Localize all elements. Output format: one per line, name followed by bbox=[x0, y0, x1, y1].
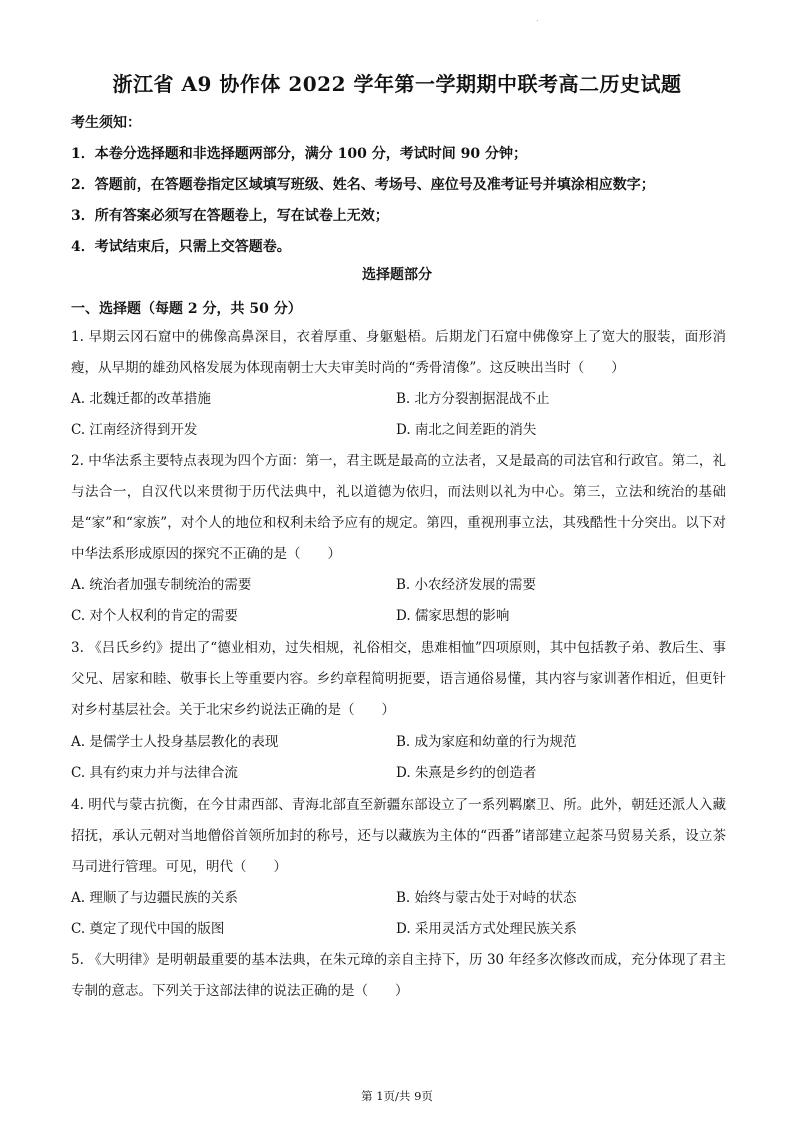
q4-option-c: C. 奠定了现代中国的版图 bbox=[71, 921, 225, 937]
notes-heading: 考生须知： bbox=[71, 115, 141, 131]
q1-option-a: A. 北魏迁都的改革措施 bbox=[71, 391, 211, 407]
note-item-1: 1．本卷分选择题和非选择题两部分，满分 100 分，考试时间 90 分钟； bbox=[71, 146, 527, 162]
q4-option-b: B. 始终与蒙古处于对峙的状态 bbox=[396, 890, 577, 906]
note-item-4: 4．考试结束后，只需上交答题卷。 bbox=[71, 239, 291, 255]
question-5-stem: 5. 《大明律》是明朝最重要的基本法典，在朱元璋的亲自主持下，历 30 年经多次修改而成，充分体现了君主专制的意志。下列关于这部法律的说法正确的是（ ） bbox=[71, 952, 726, 999]
q2-option-d: D. 儒家思想的影响 bbox=[396, 608, 510, 624]
q3-option-d: D. 朱熹是乡约的创造者 bbox=[396, 765, 537, 781]
q3-option-a: A. 是儒学士人投身基层教化的表现 bbox=[71, 734, 279, 750]
q1-option-b: B. 北方分裂割据混战不止 bbox=[396, 391, 550, 407]
q4-option-a: A. 理顺了与边疆民族的关系 bbox=[71, 890, 238, 906]
question-3-stem: 3. 《吕氏乡约》提出了“德业相劝，过失相规，礼俗相交，患难相恤”四项原则，其中包括教子弟、教后生、事父兄、居家和睦、敬事长上等重要内容。乡约章程简明扼要，语言通俗易懂，其内容与家训著作相近，但更针对乡村基层社会。关于北宋乡约说法正确的是（ ） bbox=[71, 640, 726, 718]
q1-option-d: D. 南北之间差距的消失 bbox=[396, 422, 537, 438]
q3-option-b: B. 成为家庭和幼童的行为规范 bbox=[396, 734, 577, 750]
question-2-stem: 2. 中华法系主要特点表现为四个方面：第一，君主既是最高的立法者，又是最高的司法官和行政官。第二，礼与法合一，自汉代以来贯彻于历代法典中，礼以道德为依归，而法则以礼为中心。第三，立法和统治的基础是“家”和“家族”，对个人的地位和权利未给予应有的规定。第四，重视刑事立法，其残酷性十分突出。以下对中华法系形成原因的探究不正确的是（ ） bbox=[71, 453, 726, 562]
note-item-3: 3．所有答案必须写在答题卷上，写在试卷上无效； bbox=[71, 208, 389, 224]
note-item-2: 2．答题前，在答题卷指定区域填写班级、姓名、考场号、座位号及准考证号并填涂相应数字； bbox=[71, 177, 655, 193]
q1-option-c: C. 江南经济得到开发 bbox=[71, 422, 198, 438]
section-title: 选择题部分 bbox=[362, 267, 432, 283]
question-4-stem: 4. 明代与蒙古抗衡，在今甘肃西部、青海北部直至新疆东部设立了一系列羁縻卫、所。此外，朝廷还派人入藏招抚，承认元朝对当地僧俗首领所加封的称号，还与以藏族为主体的“西番”诸部建立起茶马贸易关系，设立茶马司进行管理。可见，明代（ ） bbox=[71, 797, 726, 875]
q2-option-b: B. 小农经济发展的需要 bbox=[396, 577, 537, 593]
q3-option-c: C. 具有约束力并与法律合流 bbox=[71, 765, 238, 781]
question-1-stem: 1. 早期云冈石窟中的佛像高鼻深目，衣着厚重、身躯魁梧。后期龙门石窟中佛像穿上了宽大的服装，面形消瘦，从早期的雄劲风格发展为体现南朝士大夫审美时尚的“秀骨清像”。这反映出当时（ ） bbox=[71, 329, 726, 376]
scan-mark: . bbox=[536, 14, 539, 23]
page-title: 浙江省 A9 协作体 2022 学年第一学期期中联考高二历史试题 bbox=[112, 72, 682, 96]
q4-option-d: D. 采用灵活方式处理民族关系 bbox=[396, 921, 577, 937]
q2-option-c: C. 对个人权利的肯定的需要 bbox=[71, 608, 238, 624]
q2-option-a: A. 统治者加强专制统治的需要 bbox=[71, 577, 252, 593]
section-heading: 一、选择题（每题 2 分，共 50 分） bbox=[71, 301, 302, 317]
page-footer: 第 1页/共 9页 bbox=[361, 1089, 433, 1103]
